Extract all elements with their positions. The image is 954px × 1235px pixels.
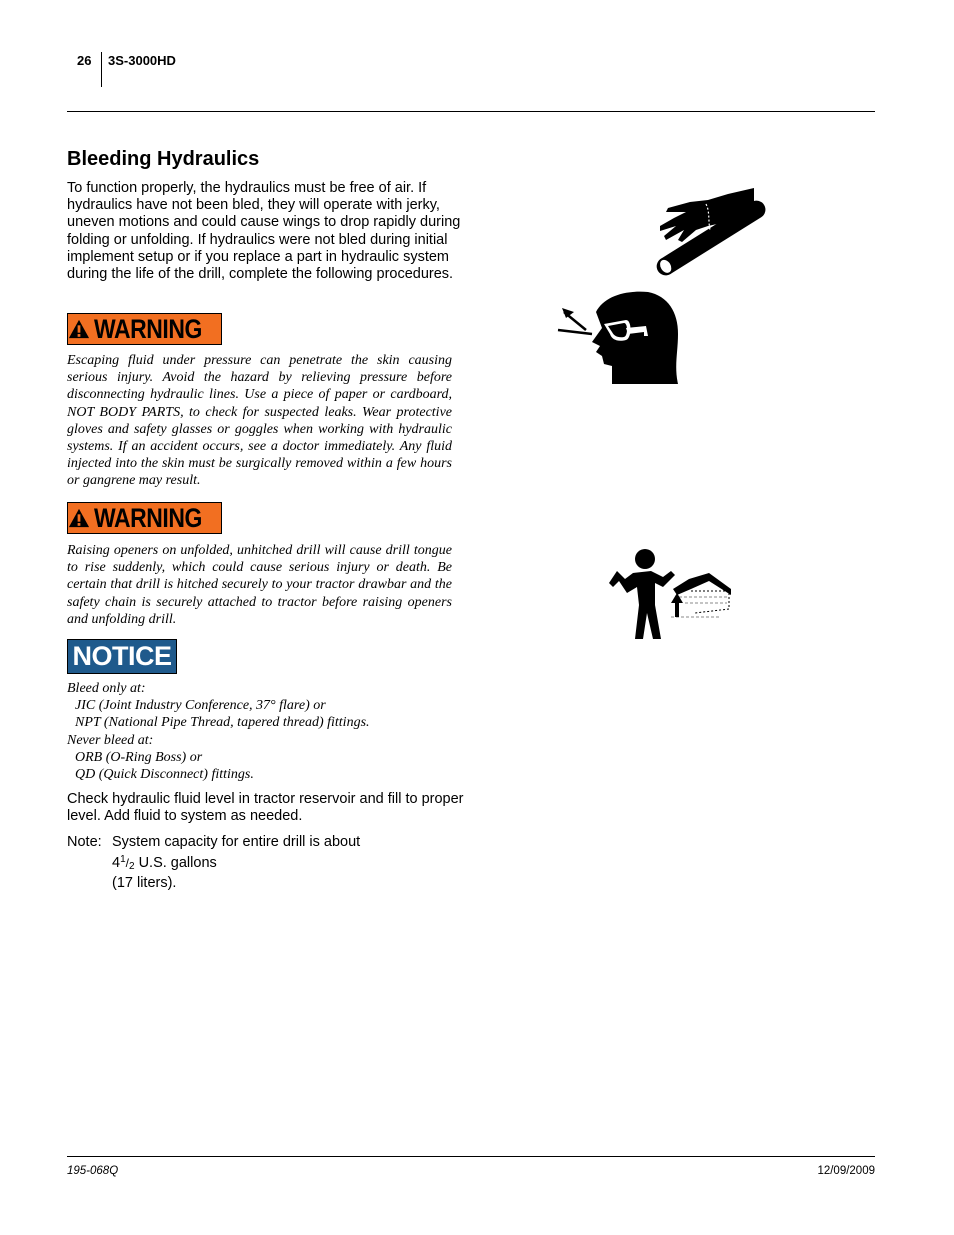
notice-label [67, 639, 177, 674]
notice-line: NPT (National Pipe Thread, tapered thread) fittings. [75, 715, 370, 731]
capacity-note [67, 834, 360, 893]
header-divider [101, 52, 102, 87]
gallons-whole: 4 [112, 855, 121, 872]
note-line-3: (17 liters). [112, 875, 177, 892]
warning-word: WARNING [94, 502, 202, 533]
check-fluid-paragraph: Check hydraulic fluid level in tractor reservoir and fill to proper level. Add fluid to system as needed. [67, 791, 464, 825]
note-line-1: System capacity for entire drill is about [112, 834, 361, 850]
hand-injection-icon [650, 186, 770, 281]
notice-line: Bleed only at: [67, 681, 146, 696]
notice-line: QD (Quick Disconnect) fittings. [75, 767, 254, 783]
footer-date: 12/09/2009 [817, 1165, 875, 1177]
warning-word: WARNING [94, 313, 202, 344]
note-line-2: $4^1/_2$ U.S. gallons [112, 854, 217, 873]
document-number: 195-068Q [67, 1165, 119, 1177]
bottom-rule [67, 1156, 875, 1157]
fraction-numerator: 1 [120, 854, 126, 866]
intro-paragraph: To function properly, the hydraulics must be free of air. If hydraulics have not been bled, they will operate with jerky, uneven motions and could cause wings to drop rapidly during folding or unfolding. If hydraulics were not bled during initial implement setup or if you replace a part in hydraulic system during the life of the drill, complete the following procedures. [67, 180, 461, 283]
warning-text-1: Escaping fluid under pressure can penetrate the skin causing serious injury. Avoid the hazard by relieving pressure before disconnecting hydraulic lines. Use a piece of paper or cardboard, NOT BODY PARTS, to check for suspected leaks. Wear protective gloves and safety glasses or goggles when working with hydraulic systems. If an accident occurs, see a doctor immediately. Any fluid injected into the skin must be surgically removed within a few hours or gangrene may result. [67, 353, 452, 489]
warning-label-2 [67, 502, 222, 534]
warning-text-2: Raising openers on unfolded, unhitched drill will cause drill tongue to rise suddenly, which could cause serious injury or death. Be certain that drill is hitched securely to your tractor drawbar and the safety chain is securely attached to tractor before raising openers and unfolding drill. [67, 543, 452, 627]
warning-label-1 [67, 313, 222, 345]
fraction-denominator: 2 [128, 861, 135, 873]
warning-triangle-icon [68, 507, 90, 529]
section-title: Bleeding Hydraulics [67, 148, 260, 170]
notice-line: ORB (O-Ring Boss) or [75, 749, 203, 765]
notice-line: JIC (Joint Industry Conference, 37° flare) or [75, 698, 326, 714]
notice-line: Never bleed at: [67, 732, 154, 748]
page-number: 26 [77, 53, 92, 68]
notice-text [67, 680, 370, 783]
safety-glasses-head-icon [556, 290, 681, 386]
notice-word: NOTICE [72, 641, 172, 671]
tongue-rise-person-icon [605, 545, 735, 641]
warning-triangle-icon [68, 318, 90, 340]
top-rule [67, 111, 875, 112]
note-label: Note: [67, 834, 102, 850]
model-name: 3S-3000HD [108, 53, 176, 68]
gallons-unit: U.S. gallons [134, 855, 217, 872]
